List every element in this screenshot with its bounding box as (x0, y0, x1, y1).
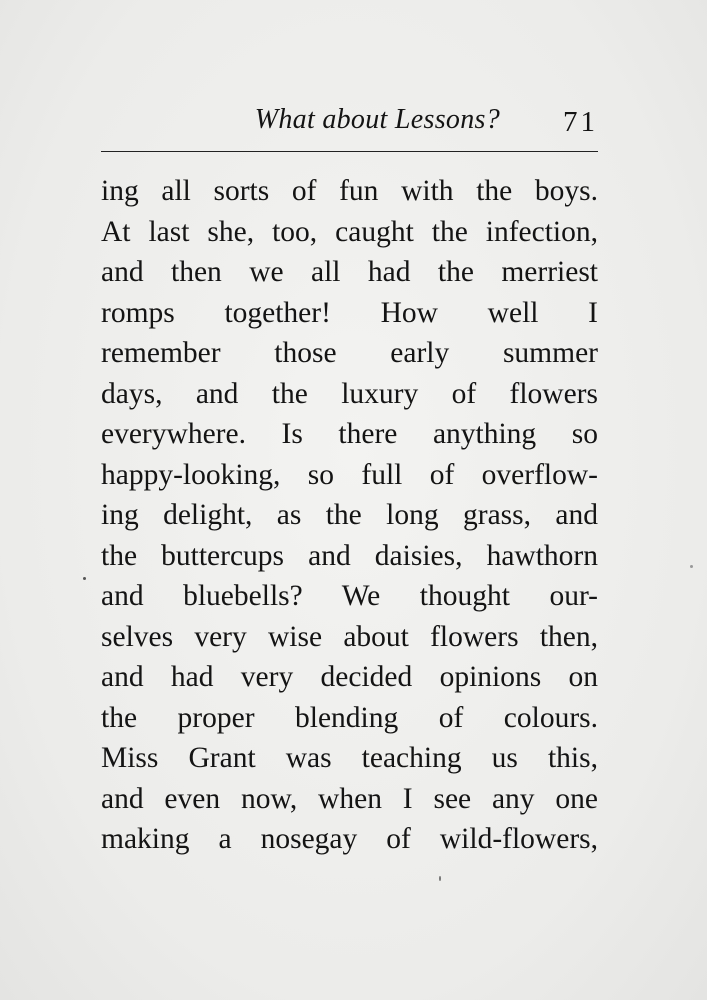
paper-speck (83, 577, 86, 580)
text-line: At last she, too, caught the infection, (101, 215, 598, 248)
text-line: and bluebells? We thought our- (101, 580, 598, 612)
text-line: happy-looking, so full of overflow- (101, 458, 598, 491)
text-line: remember those early summer (101, 337, 598, 369)
text-line: ing delight, as the long grass, and (101, 499, 598, 531)
text-line: the buttercups and daisies, hawthorn (101, 539, 598, 572)
text-line: and then we all had the merriest (101, 256, 598, 288)
text-line: ing all sorts of fun with the boys. (101, 175, 598, 207)
text-line: and even now, when I see any one (101, 782, 598, 815)
text-line: everywhere. Is there anything so (101, 418, 598, 450)
paper-speck (439, 876, 441, 881)
running-head-title: What about Lessons? (254, 104, 500, 135)
running-head (100, 100, 600, 140)
text-line: making a nosegay of wild-flowers, (101, 823, 598, 855)
header-rule (101, 151, 598, 152)
text-line: Miss Grant was teaching us this, (101, 742, 598, 774)
text-line: romps together! How well I (101, 296, 598, 329)
page-number: 71 (563, 106, 598, 138)
text-line: days, and the luxury of flowers (101, 377, 598, 410)
text-line: selves very wise about flowers then, (101, 620, 598, 653)
text-line: and had very decided opinions on (101, 661, 598, 693)
paper-speck (690, 565, 693, 568)
body-text (101, 171, 598, 860)
text-line: the proper blending of colours. (101, 701, 598, 734)
